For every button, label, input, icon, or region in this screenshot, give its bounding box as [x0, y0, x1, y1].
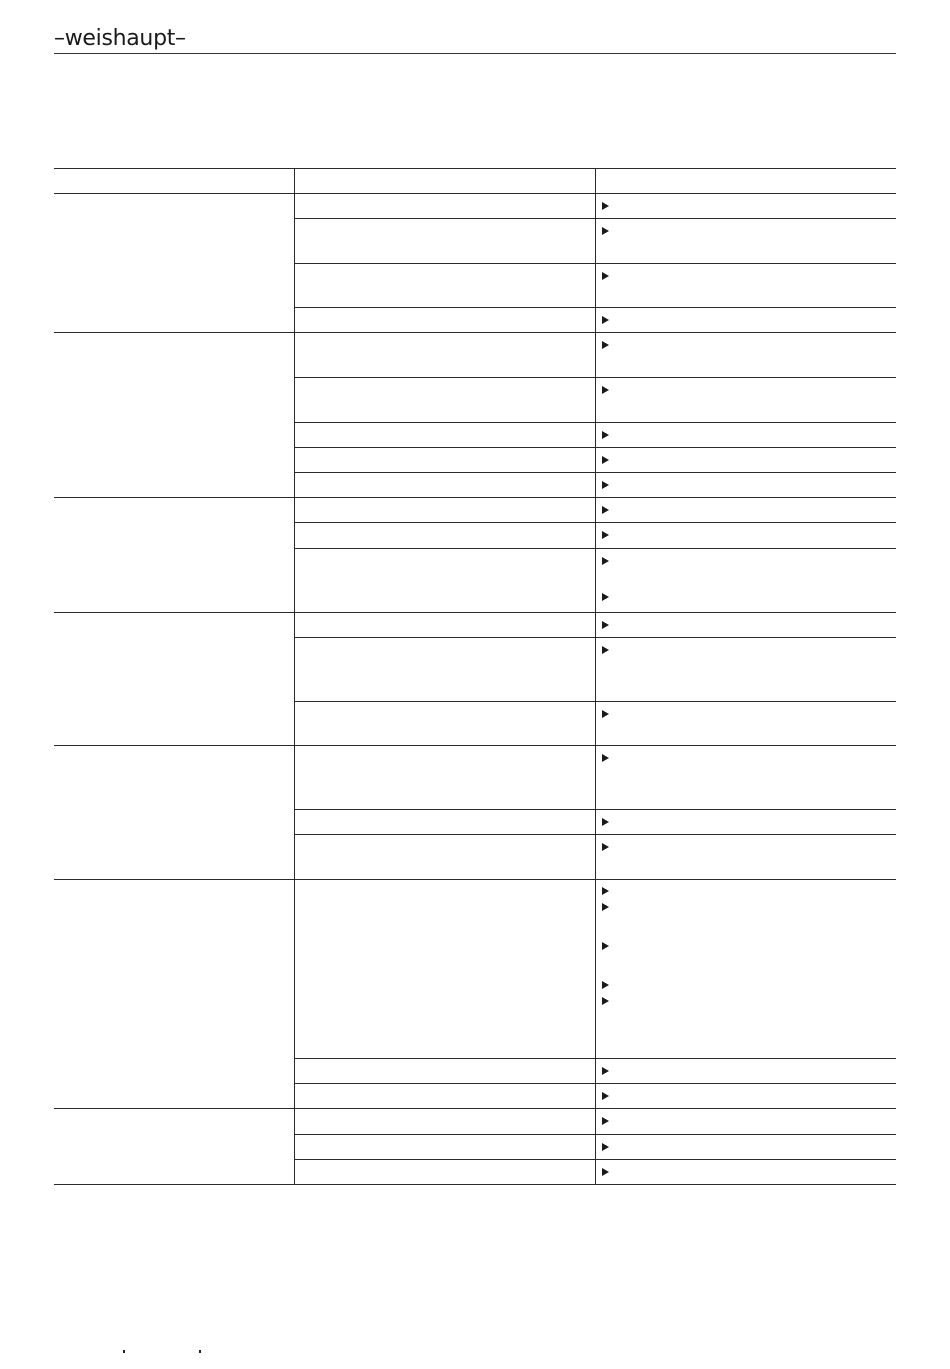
row-divider: [295, 377, 896, 378]
bottom-rule: [54, 1184, 896, 1185]
remedy-bullet-icon: [602, 227, 609, 235]
header-rule: [54, 53, 896, 54]
troubleshooting-table: [54, 168, 896, 1185]
remedy-bullet-icon: [602, 506, 609, 514]
remedy-bullet-icon: [602, 1067, 609, 1075]
group-divider: [54, 332, 896, 333]
remedy-bullet-icon: [602, 531, 609, 539]
row-divider: [295, 1083, 896, 1084]
remedy-bullet-icon: [602, 1117, 609, 1125]
remedy-bullet-icon: [602, 981, 609, 989]
row-divider: [295, 1159, 896, 1160]
remedy-bullet-icon: [602, 1168, 609, 1176]
remedy-bullet-icon: [602, 903, 609, 911]
remedy-bullet-icon: [602, 202, 609, 210]
row-divider: [295, 218, 896, 219]
column-divider: [294, 168, 295, 1185]
row-divider: [295, 701, 896, 702]
page-header: [54, 26, 896, 56]
remedy-bullet-icon: [602, 754, 609, 762]
remedy-bullet-icon: [602, 593, 609, 601]
remedy-bullet-icon: [602, 843, 609, 851]
group-divider: [54, 879, 896, 880]
remedy-bullet-icon: [602, 456, 609, 464]
remedy-bullet-icon: [602, 887, 609, 895]
group-divider: [54, 497, 896, 498]
remedy-bullet-icon: [602, 431, 609, 439]
remedy-bullet-icon: [602, 341, 609, 349]
remedy-bullet-icon: [602, 621, 609, 629]
remedy-bullet-icon: [602, 997, 609, 1005]
remedy-bullet-icon: [602, 272, 609, 280]
group-divider: [54, 612, 896, 613]
row-divider: [295, 522, 896, 523]
row-divider: [295, 548, 896, 549]
row-divider: [295, 263, 896, 264]
footer-mark: [123, 1350, 125, 1353]
row-divider: [295, 1058, 896, 1059]
remedy-bullet-icon: [602, 316, 609, 324]
row-divider: [295, 834, 896, 835]
remedy-bullet-icon: [602, 386, 609, 394]
row-divider: [295, 472, 896, 473]
top-rule: [54, 168, 896, 169]
remedy-bullet-icon: [602, 710, 609, 718]
remedy-bullet-icon: [602, 557, 609, 565]
row-divider: [295, 447, 896, 448]
row-divider: [295, 307, 896, 308]
group-divider: [54, 1108, 896, 1109]
remedy-bullet-icon: [602, 818, 609, 826]
footer-mark: [199, 1350, 201, 1353]
row-divider: [295, 1134, 896, 1135]
remedy-bullet-icon: [602, 646, 609, 654]
remedy-bullet-icon: [602, 1143, 609, 1151]
remedy-bullet-icon: [602, 1092, 609, 1100]
column-divider: [595, 168, 596, 1185]
row-divider: [295, 809, 896, 810]
group-divider: [54, 745, 896, 746]
weishaupt-logo: –weishaupt–: [54, 26, 186, 51]
row-divider: [295, 422, 896, 423]
remedy-bullet-icon: [602, 942, 609, 950]
header-rule: [54, 193, 896, 194]
remedy-bullet-icon: [602, 481, 609, 489]
row-divider: [295, 637, 896, 638]
